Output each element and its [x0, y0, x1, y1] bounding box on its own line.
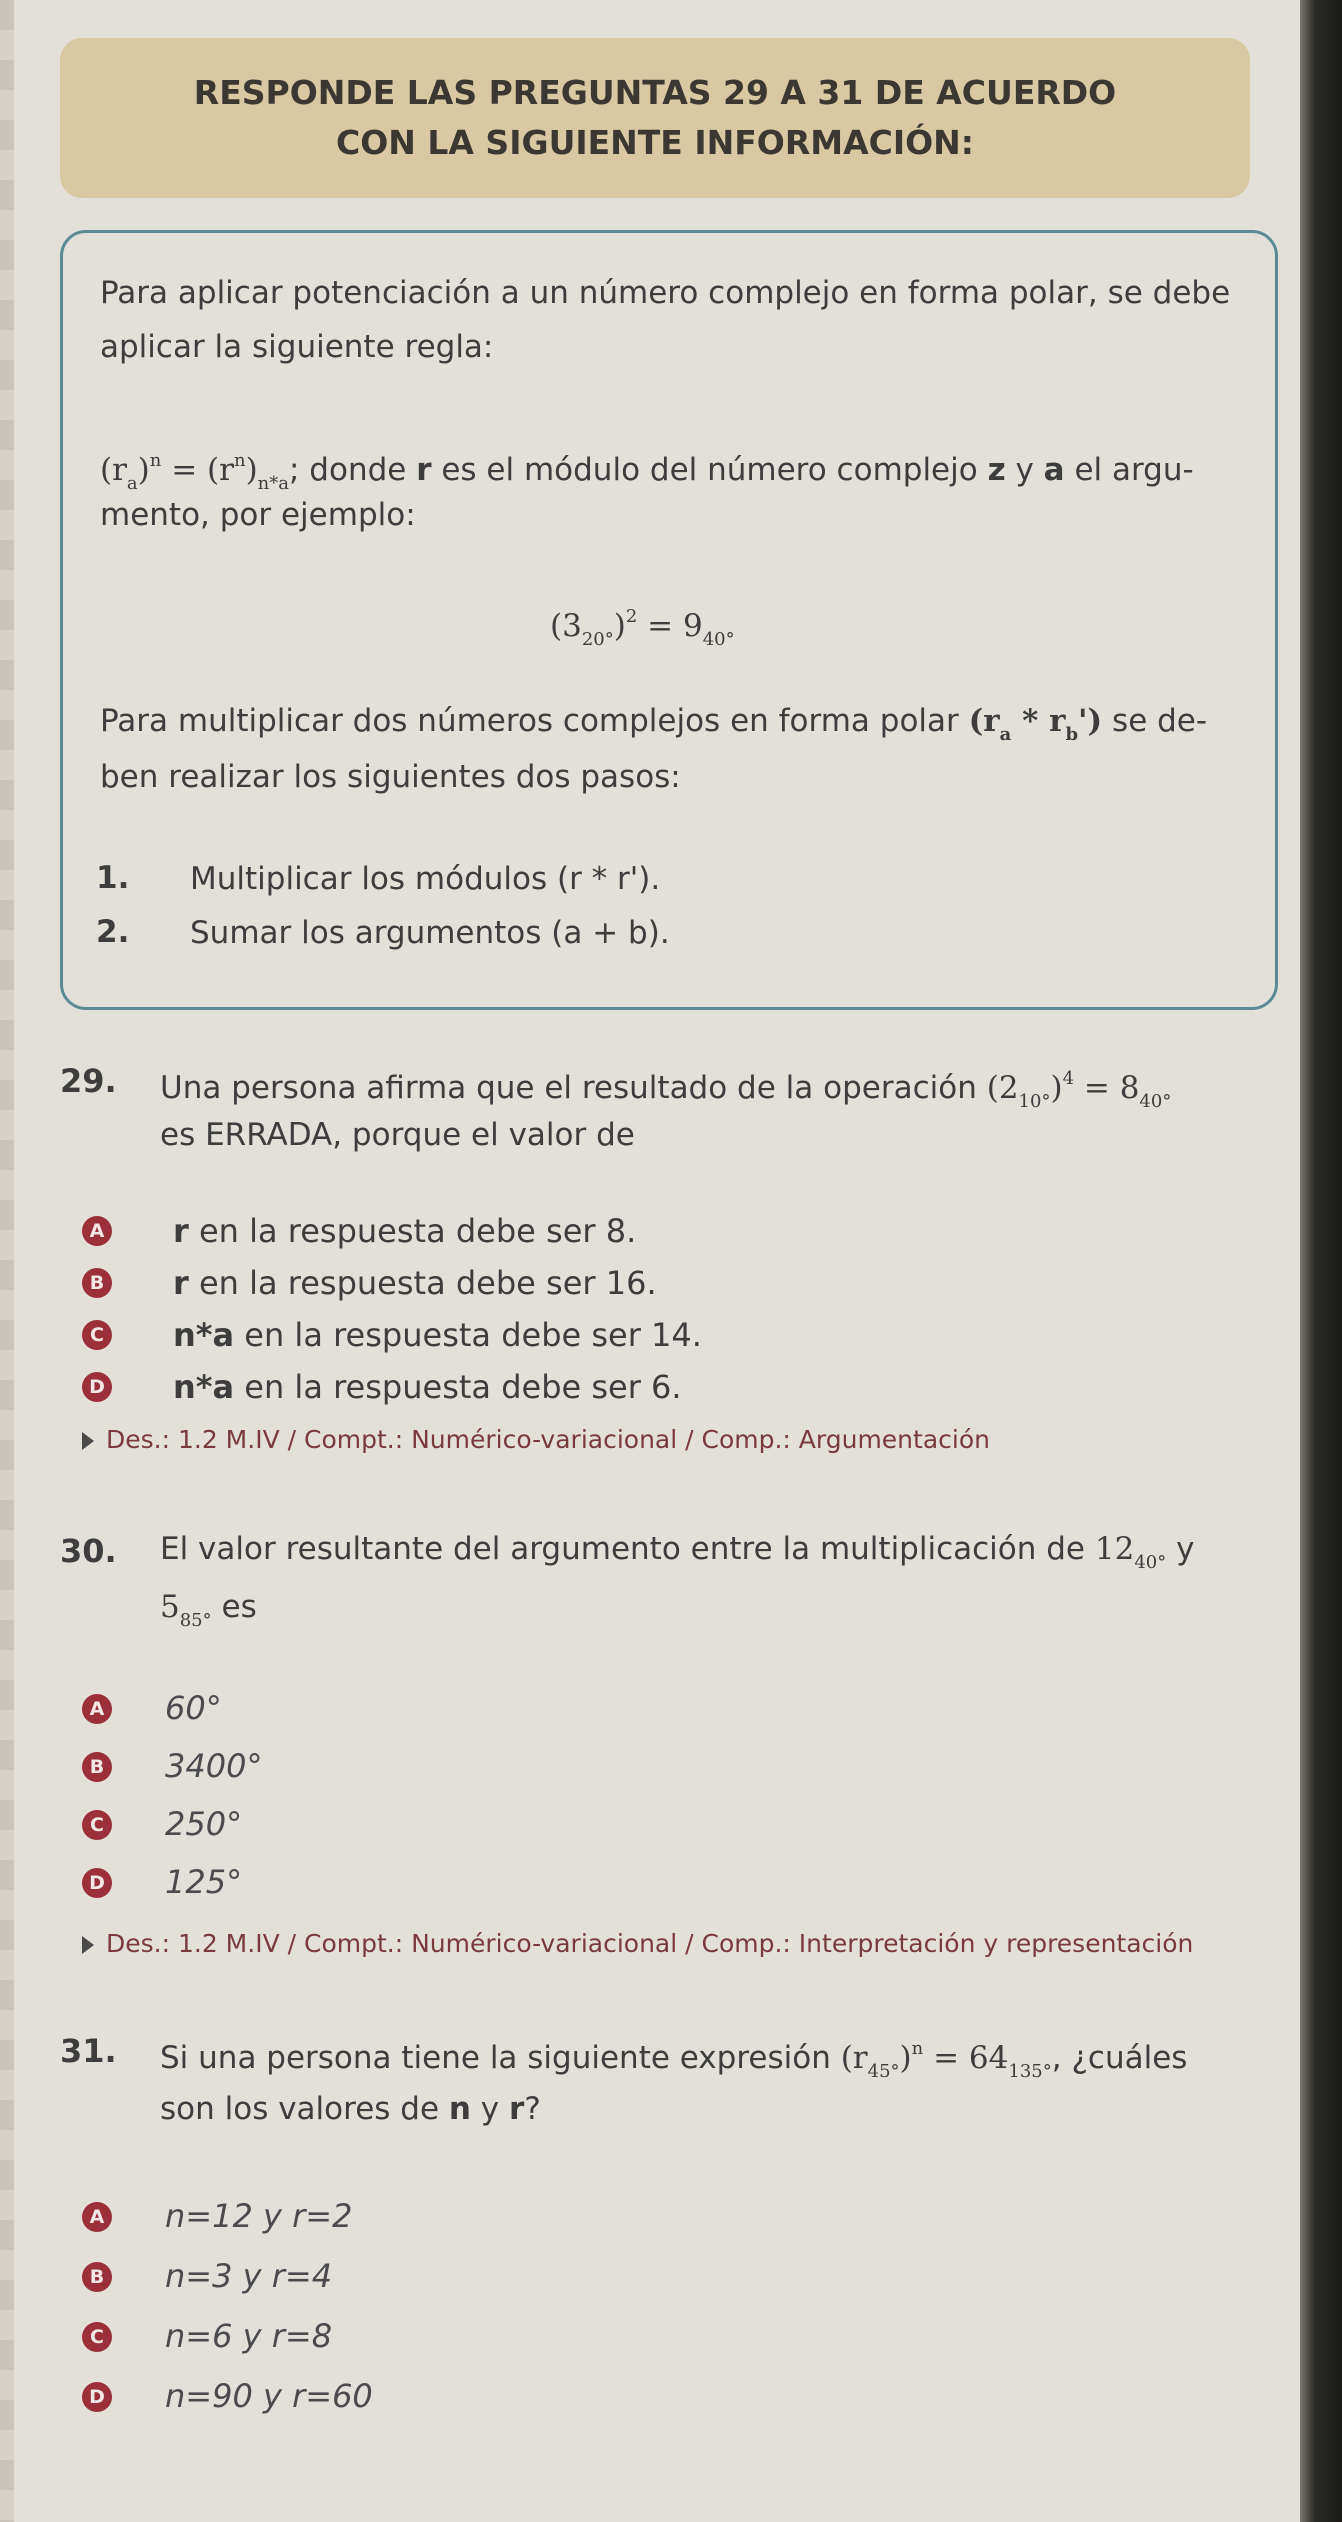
q30-option-a-marker[interactable]: A [82, 1694, 112, 1724]
q29-option-d-marker[interactable]: D [82, 1372, 112, 1402]
info-paragraph-2-line-2: ben realizar los siguientes dos pasos: [100, 759, 681, 795]
banner-line-1: RESPONDE LAS PREGUNTAS 29 A 31 DE ACUERDO [193, 73, 1117, 112]
q31-option-d-text[interactable]: n=90 y r=60 [165, 2377, 373, 2415]
question-31-line-1: Si una persona tiene la siguiente expresión $(r_{45^\circ})^n = 64_{135^\circ}$, ¿cuáles [160, 2038, 1188, 2082]
q30-option-a-text[interactable]: 60° [165, 1689, 222, 1727]
info-paragraph-1-line-1: Para aplicar potenciación a un número complejo en forma polar, se debe [100, 275, 1231, 311]
q30-option-c-text[interactable]: 250° [165, 1805, 243, 1843]
step-1-text: Multiplicar los módulos (r * r'). [190, 861, 661, 897]
q31-option-b-marker[interactable]: B [82, 2262, 112, 2292]
q31-option-d-marker[interactable]: D [82, 2382, 112, 2412]
q29-option-b-marker[interactable]: B [82, 1268, 112, 1298]
question-29-line-2: es ERRADA, porque el valor de [160, 1117, 635, 1153]
q29-option-c-marker[interactable]: C [82, 1320, 112, 1350]
power-rule-line: $(r_a)^n = (r^n)_{n*a}$; donde r es el módulo del número complejo z y a el argu- [100, 450, 1194, 494]
q31-option-a-marker[interactable]: A [82, 2202, 112, 2232]
info-paragraph-2-line-1: Para multiplicar dos números complejos en forma polar $(r_a * r_b')$ se de- [100, 703, 1208, 745]
q31-option-c-marker[interactable]: C [82, 2322, 112, 2352]
multiplication-formula: $(r_a * r_b')$ [968, 703, 1103, 745]
q31-option-c-text[interactable]: n=6 y r=8 [165, 2317, 333, 2355]
q29-option-a-text[interactable]: r en la respuesta debe ser 8. [173, 1212, 637, 1250]
question-31-number: 31. [60, 2032, 117, 2070]
q29-descriptor: Des.: 1.2 M.IV / Compt.: Numérico-variacional / Comp.: Argumentación [106, 1425, 990, 1454]
question-31-line-2: son los valores de n y r? [160, 2091, 541, 2127]
q30-option-d-text[interactable]: 125° [165, 1863, 243, 1901]
q30-option-d-marker[interactable]: D [82, 1868, 112, 1898]
q31-option-a-text[interactable]: n=12 y r=2 [165, 2197, 353, 2235]
q31-option-b-text[interactable]: n=3 y r=4 [165, 2257, 333, 2295]
power-rule-formula: $(r_a)^n = (r^n)_{n*a}$ [100, 450, 289, 494]
q29-des-arrow-icon [82, 1432, 94, 1450]
question-30-line-2: $5_{85^\circ}$ es [160, 1589, 257, 1631]
page-shadow-edge [1300, 0, 1342, 2522]
question-29-line-1: Una persona afirma que el resultado de la operación $(2_{10^\circ})^4 = 8_{40^\circ}$ [160, 1068, 1172, 1112]
q30-option-b-text[interactable]: 3400° [165, 1747, 263, 1785]
power-rule-line-2: mento, por ejemplo: [100, 497, 416, 533]
question-31-formula: $(r_{45^\circ})^n = 64_{135^\circ}$ [840, 2038, 1052, 2082]
question-30-value-1: $12_{40^\circ}$ [1094, 1531, 1167, 1573]
question-29-formula: $(2_{10^\circ})^4 = 8_{40^\circ}$ [986, 1068, 1172, 1112]
question-29-number: 29. [60, 1062, 117, 1100]
question-30-value-2: $5_{85^\circ}$ [160, 1589, 212, 1631]
example-formula: $(3_{20^\circ})^2 = 9_{40^\circ}$ [550, 606, 735, 650]
q30-des-arrow-icon [82, 1936, 94, 1954]
q29-option-d-text[interactable]: n*a en la respuesta debe ser 6. [173, 1368, 682, 1406]
q29-option-c-text[interactable]: n*a en la respuesta debe ser 14. [173, 1316, 702, 1354]
q30-descriptor: Des.: 1.2 M.IV / Compt.: Numérico-variacional / Comp.: Interpretación y representación [106, 1929, 1194, 1958]
q29-option-a-marker[interactable]: A [82, 1216, 112, 1246]
q29-option-b-text[interactable]: r en la respuesta debe ser 16. [173, 1264, 657, 1302]
step-2-text: Sumar los argumentos (a + b). [190, 915, 670, 951]
step-2-number: 2. [96, 914, 130, 950]
binding-edge [0, 0, 14, 2522]
banner-line-2: CON LA SIGUIENTE INFORMACIÓN: [336, 123, 974, 162]
question-30-number: 30. [60, 1532, 117, 1570]
q30-option-b-marker[interactable]: B [82, 1752, 112, 1782]
step-1-number: 1. [96, 860, 130, 896]
q30-option-c-marker[interactable]: C [82, 1810, 112, 1840]
instructions-banner [60, 38, 1250, 198]
question-30-line-1: El valor resultante del argumento entre la multiplicación de $12_{40^\circ}$ y [160, 1531, 1195, 1573]
info-paragraph-1-line-2: aplicar la siguiente regla: [100, 329, 494, 365]
